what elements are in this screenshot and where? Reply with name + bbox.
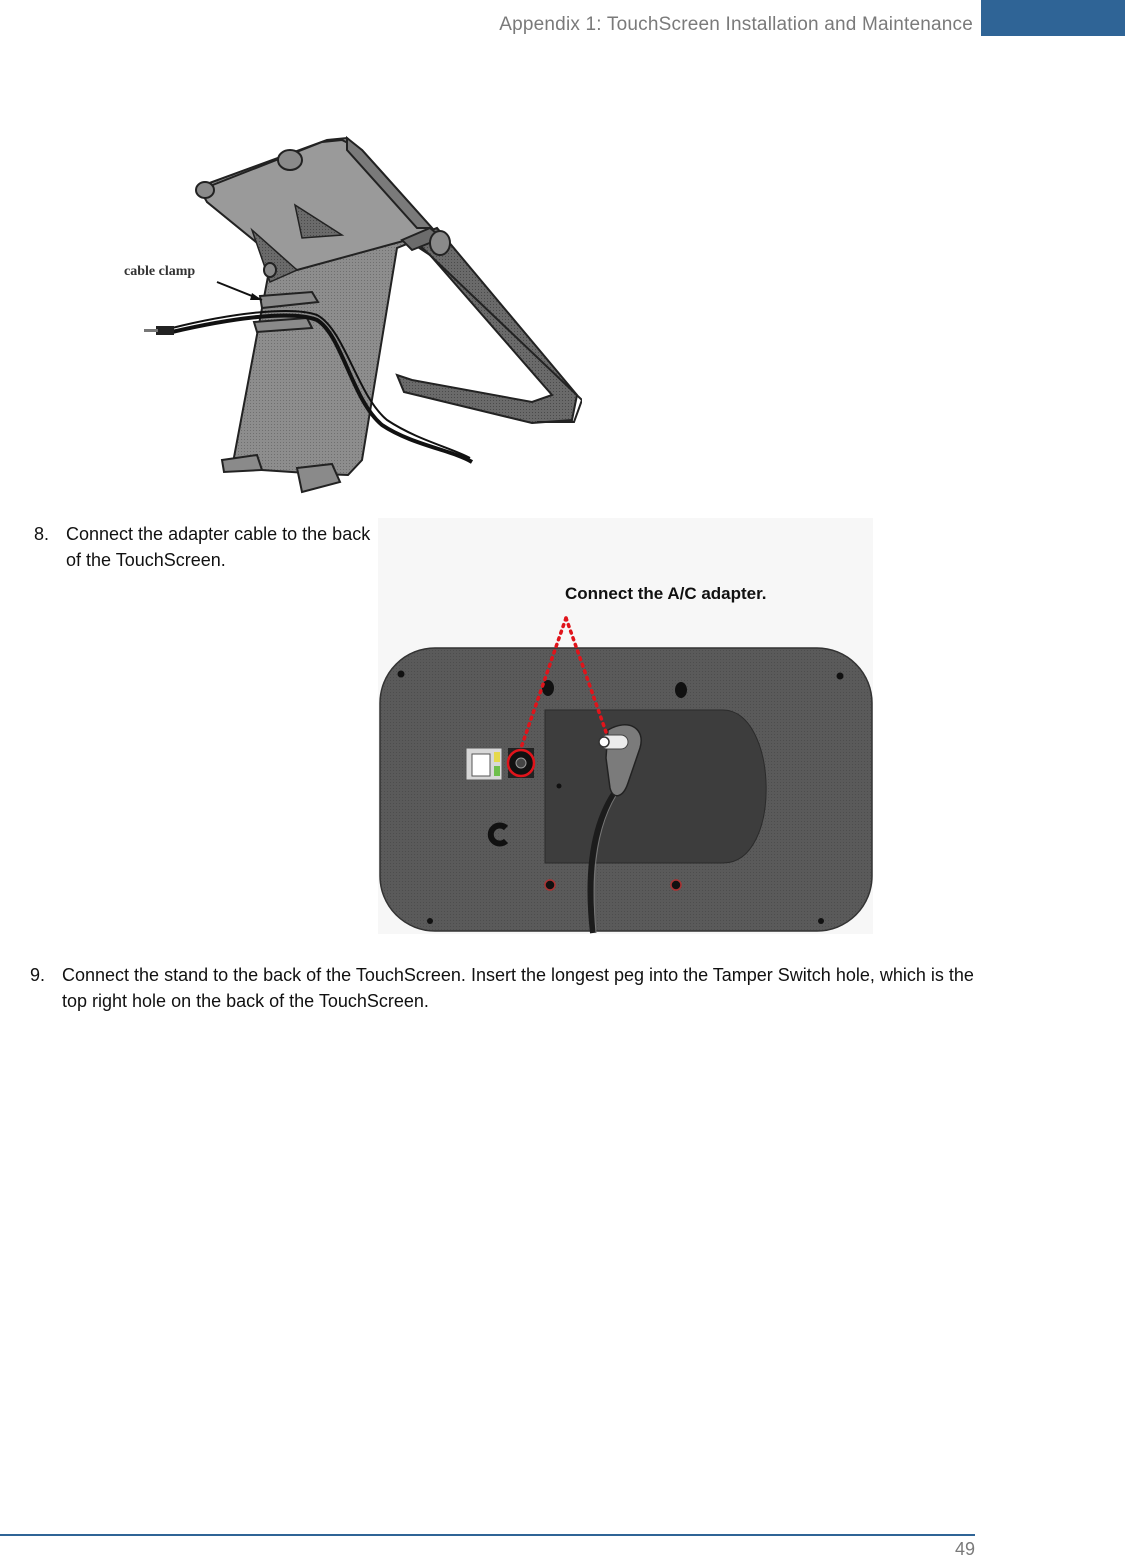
touchscreen-back-illustration [378,518,873,934]
header-accent-block [981,0,1125,36]
cable-clamp-label: cable clamp [124,264,196,279]
step-9-text: Connect the stand to the back of the TouchScreen. Insert the longest peg into the Tamper Switch hole, which is the top right hole on the back of the TouchScreen. [62,965,974,1011]
page-header-title: Appendix 1: TouchScreen Installation and Maintenance [499,14,973,35]
ac-adapter-label: Connect the A/C adapter. [565,584,767,603]
step-9 [30,962,980,1014]
step-9-number: 9. [30,965,46,985]
step-8 [34,521,379,573]
page-number: 49 [954,1539,975,1559]
step-8-number: 8. [34,524,50,544]
step-8-text: Connect the adapter cable to the back of the TouchScreen. [66,524,371,570]
footer-rule [0,1534,975,1536]
stand-illustration [112,130,582,495]
